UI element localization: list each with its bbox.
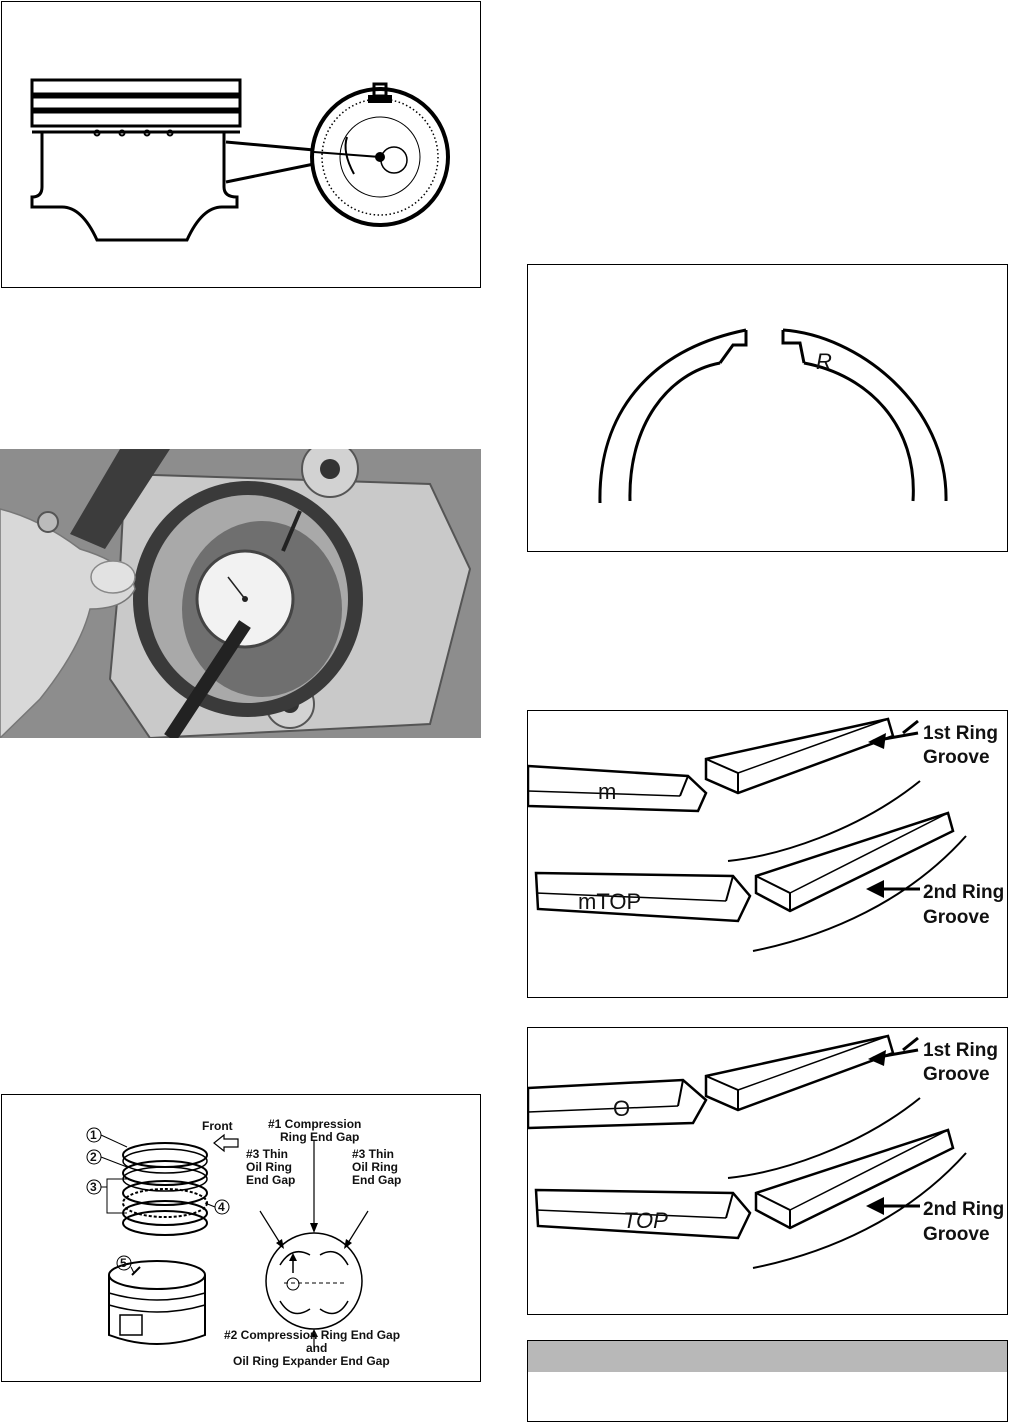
label-thin-oil-left-line3: End Gap <box>246 1173 296 1187</box>
callout-2: 2 <box>90 1150 97 1164</box>
label-thin-oil-left-line2: Oil Ring <box>246 1160 292 1174</box>
label-compression-1-line1: #1 Compression <box>268 1117 362 1131</box>
figure-ring-marks-o <box>527 1027 1008 1315</box>
callout-3: 3 <box>90 1180 97 1194</box>
callout-4: 4 <box>218 1200 225 1214</box>
label-thin-oil-right-line1: #3 Thin <box>352 1147 395 1161</box>
label-thin-oil-left-line1: #3 Thin <box>246 1147 289 1161</box>
label-2nd-ring-groove-line2: Groove <box>923 907 990 928</box>
ring-end-gaps-drawing <box>2 1095 480 1381</box>
figure-ring-end-gaps <box>1 1094 481 1382</box>
front-label: Front <box>202 1119 233 1133</box>
label-1st-ring-groove-line2: Groove <box>923 747 990 768</box>
caution-body-box <box>527 1372 1008 1422</box>
ring-mark-top: m <box>598 779 617 804</box>
cylinder-bore-illustration <box>0 449 481 738</box>
label-1st-ring-groove-line2: Groove <box>923 1064 990 1085</box>
ring-mark-top: O <box>613 1096 631 1121</box>
ring-mark-second: mTOP <box>578 889 642 914</box>
label-2nd-ring-groove-line1: 2nd Ring <box>923 1199 1005 1220</box>
label-1st-ring-groove-line1: 1st Ring <box>923 1040 998 1061</box>
label-thin-oil-right-line2: Oil Ring <box>352 1160 398 1174</box>
label-bottom-line2: and <box>306 1341 328 1355</box>
figure-piston-dial-gauge <box>1 1 481 288</box>
ring-mark-second: TOP <box>623 1208 668 1233</box>
ring-mark-r: R <box>816 349 832 374</box>
label-bottom-line3: Oil Ring Expander End Gap <box>233 1354 390 1368</box>
ring-r-mark-drawing <box>528 265 1007 551</box>
figure-ring-marks-m <box>527 710 1008 998</box>
label-bottom-line1: #2 Compression Ring End Gap <box>224 1328 401 1342</box>
label-2nd-ring-groove-line1: 2nd Ring <box>923 882 1005 903</box>
label-compression-1-line2: Ring End Gap <box>280 1130 360 1144</box>
label-1st-ring-groove-line1: 1st Ring <box>923 723 998 744</box>
ring-marks-o-drawing <box>528 1028 1007 1314</box>
figure-cylinder-bore-photo <box>0 449 481 738</box>
label-thin-oil-right-line3: End Gap <box>352 1173 402 1187</box>
caution-header-bar <box>527 1340 1008 1373</box>
ring-marks-m-drawing <box>528 711 1007 997</box>
piston-dial-gauge-drawing <box>2 2 480 287</box>
label-2nd-ring-groove-line2: Groove <box>923 1224 990 1245</box>
figure-ring-r-mark <box>527 264 1008 552</box>
callout-1: 1 <box>90 1128 97 1142</box>
callout-5: 5 <box>120 1256 127 1270</box>
